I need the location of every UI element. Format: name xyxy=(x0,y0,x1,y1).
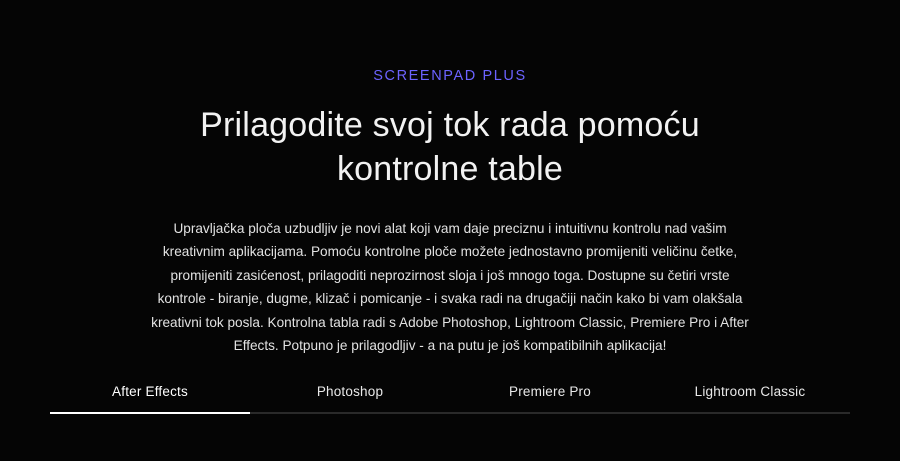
tab-underline-track xyxy=(50,412,850,414)
tab-after-effects[interactable]: After Effects xyxy=(112,384,188,399)
page-title: Prilagodite svoj tok rada pomoću kontrolne table xyxy=(200,106,700,188)
hero-eyebrow: SCREENPAD PLUS xyxy=(373,68,527,84)
app-tabs xyxy=(50,384,850,414)
tab-photoshop[interactable]: Photoshop xyxy=(316,384,384,399)
tab-list xyxy=(50,384,850,412)
hero-description: Upravljačka ploča uzbudljiv je novi alat koji vam daje preciznu i intuitivnu kontrolu nad vašim kreativnim aplikacijama. Pomoću kontrolne ploče možete jednostavno promijeniti veličinu četke, promijeniti zasićenost, prilagoditi neprozirnost sloja i još mnogo toga. Dostupne su četiri vrste kontrole - biranje, dugme, klizač i pomicanje - i svaka radi na drugačiji način kako bi vam olakšala kreativni tok posla. Kontrolna tabla radi s Adobe Photoshop, Lightroom Classic, Premiere Pro i After Effects. Potpuno je prilagodljiv - a na putu je još kompatibilnih aplikacija! xyxy=(151,221,749,353)
tab-premiere-pro[interactable]: Premiere Pro xyxy=(509,384,591,399)
tab-lightroom-classic[interactable]: Lightroom Classic xyxy=(694,384,806,399)
tab-active-indicator xyxy=(50,412,250,414)
